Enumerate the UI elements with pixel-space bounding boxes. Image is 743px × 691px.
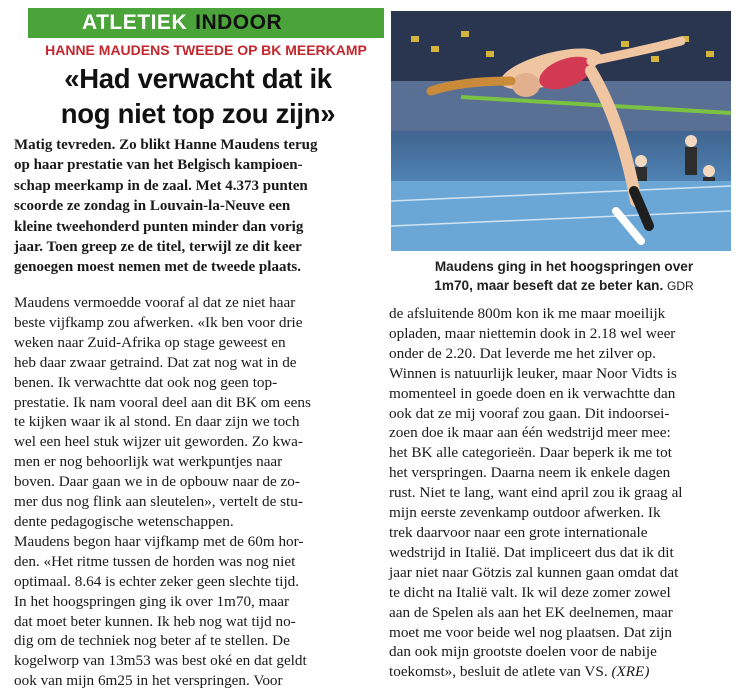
body-line: wedstrijd in Italië. Dat impliceert dus dat ik dit	[389, 543, 674, 561]
body-line: Maudens vermoedde vooraf al dat ze niet haar	[14, 294, 296, 311]
body-line: ook van mijn 6m25 in het verspringen. Voor	[14, 672, 283, 690]
body-line: optimaal. 8.64 is echter zeker geen slechte tijd.	[14, 572, 300, 590]
body-line: den. «Het ritme tussen de horden was nog niet	[14, 552, 296, 570]
body-line: men er nog behoorlijk wat werkpuntjes naar	[14, 453, 283, 471]
body-line: Maudens begon haar vijfkamp met de 60m hor-	[14, 532, 304, 550]
caption-line: 1m70, maar beseft dat ze beter kan.	[434, 278, 664, 293]
body-line: het verspringen. Daarna neem ik enkele dagen	[389, 464, 671, 482]
body-line: benen. Ik verwachtte dat ook nog geen top-	[14, 373, 278, 391]
intro-line: schap meerkamp in de zaal. Met 4.373 punten	[14, 177, 308, 194]
body-line: beste vijfkamp zou afwerken. «Ik ben voor drie	[14, 313, 303, 331]
body-line: het BK alle categorieën. Daar beperk ik me tot	[389, 444, 672, 462]
body-line: Winnen is natuurlijk leuker, maar Noor Vidts is	[389, 364, 677, 382]
headline	[12, 61, 384, 131]
photo-caption	[404, 257, 724, 296]
photo-credit: GDR	[667, 279, 694, 293]
body-line: prestatie. Ik nam vooral deel aan dit BK om eens	[14, 393, 311, 411]
intro-line: scoorde ze zondag in Louvain-la-Neuve een	[14, 198, 291, 215]
intro-paragraph	[14, 135, 386, 278]
caption-line-with-credit	[404, 276, 724, 296]
caption-line: Maudens ging in het hoogspringen over	[434, 259, 694, 274]
headline-line: nog niet top zou zijn»	[60, 98, 336, 129]
body-line: mer dus nog flink aan sleutelen», vertelt de stu-	[14, 493, 303, 511]
high-jump-photo	[391, 11, 731, 251]
headline-line: «Had verwacht dat ik	[64, 63, 332, 94]
body-line: weken naar Zuid-Afrika op stage geweest en	[14, 333, 286, 351]
body-line: dan ook mijn grootste doelen voor de nabije	[389, 643, 657, 661]
body-line: moet me voor beide wel nog plaatsen. Dat zijn	[389, 623, 672, 641]
section-banner	[28, 8, 384, 38]
body-line: dat moet beter kunnen. Ik heb nog wat tijd no-	[14, 612, 296, 630]
body-column-left	[14, 293, 372, 691]
high-jump-illustration	[391, 11, 731, 251]
body-line: jaar niet naar Götzis zal kunnen gaan omdat dat	[389, 563, 679, 581]
intro-line: kleine tweehonderd punten minder dan vorig	[14, 218, 304, 235]
body-line: toekomst», besluit de atlete van VS.	[389, 663, 608, 681]
body-line: trek daarvoor naar een grote internationale	[389, 523, 648, 541]
body-line: mijn eerste zevenkamp outdoor afwerken. Ik	[389, 504, 661, 522]
intro-line: Matig tevreden. Zo blikt Hanne Maudens terug	[14, 137, 318, 153]
body-line: ook dat ze mij vooraf zou gaan. Dit indoorsei-	[389, 404, 670, 422]
section-label-primary: ATLETIEK	[82, 11, 188, 34]
kicker: HANNE MAUDENS TWEEDE OP BK MEERKAMP	[45, 42, 367, 58]
body-line-last	[389, 662, 743, 682]
body-line: wel een heel stuk wijzer uit geworden. Zo kwa-	[14, 433, 303, 451]
intro-line: genoegen moest nemen met de tweede plaats.	[14, 259, 302, 276]
body-line: dente pedagogische wetenschappen.	[14, 512, 234, 530]
author-signature: (XRE)	[611, 663, 650, 681]
body-column-right	[389, 304, 743, 682]
body-line: momenteel in goede doen en ik verwachtte dan	[389, 384, 676, 402]
body-line: te dicht na Italië valt. Ik wil deze zomer zowel	[389, 583, 671, 601]
body-line: de afsluitende 800m kon ik me maar moeilijk	[389, 305, 666, 322]
body-line: rust. Niet te lang, want eind april zou ik graag al	[389, 484, 683, 502]
body-line: heb daar zwaar getraind. Dat zat nog wat in de	[14, 353, 297, 371]
body-line: kogelworp van 13m53 was best oké en dat geldt	[14, 652, 307, 670]
section-label-secondary: INDOOR	[195, 11, 283, 34]
body-line: opladen, maar niettemin dook in 2.18 wel weer	[389, 324, 676, 342]
body-line: te kijken waar ik al stond. En daar zijn we toch	[14, 413, 300, 431]
body-line: onder de 2.20. Dat leverde me het zilver op.	[389, 344, 656, 362]
body-line: dig om de techniek nog beter af te stellen. De	[14, 632, 290, 650]
body-line: boven. Daar gaan we in de opbouw naar de zo-	[14, 473, 300, 491]
intro-line: jaar. Toen greep ze de titel, terwijl ze dit keer	[14, 239, 302, 256]
body-line: In het hoogspringen ging ik over 1m70, maar	[14, 592, 290, 610]
body-line: aan de Spelen als aan het EK deelnemen, maar	[389, 603, 673, 621]
body-line: zoen doe ik maar aan één wedstrijd meer mee:	[389, 424, 671, 442]
intro-line: op haar prestatie van het Belgisch kampioen-	[14, 157, 303, 174]
